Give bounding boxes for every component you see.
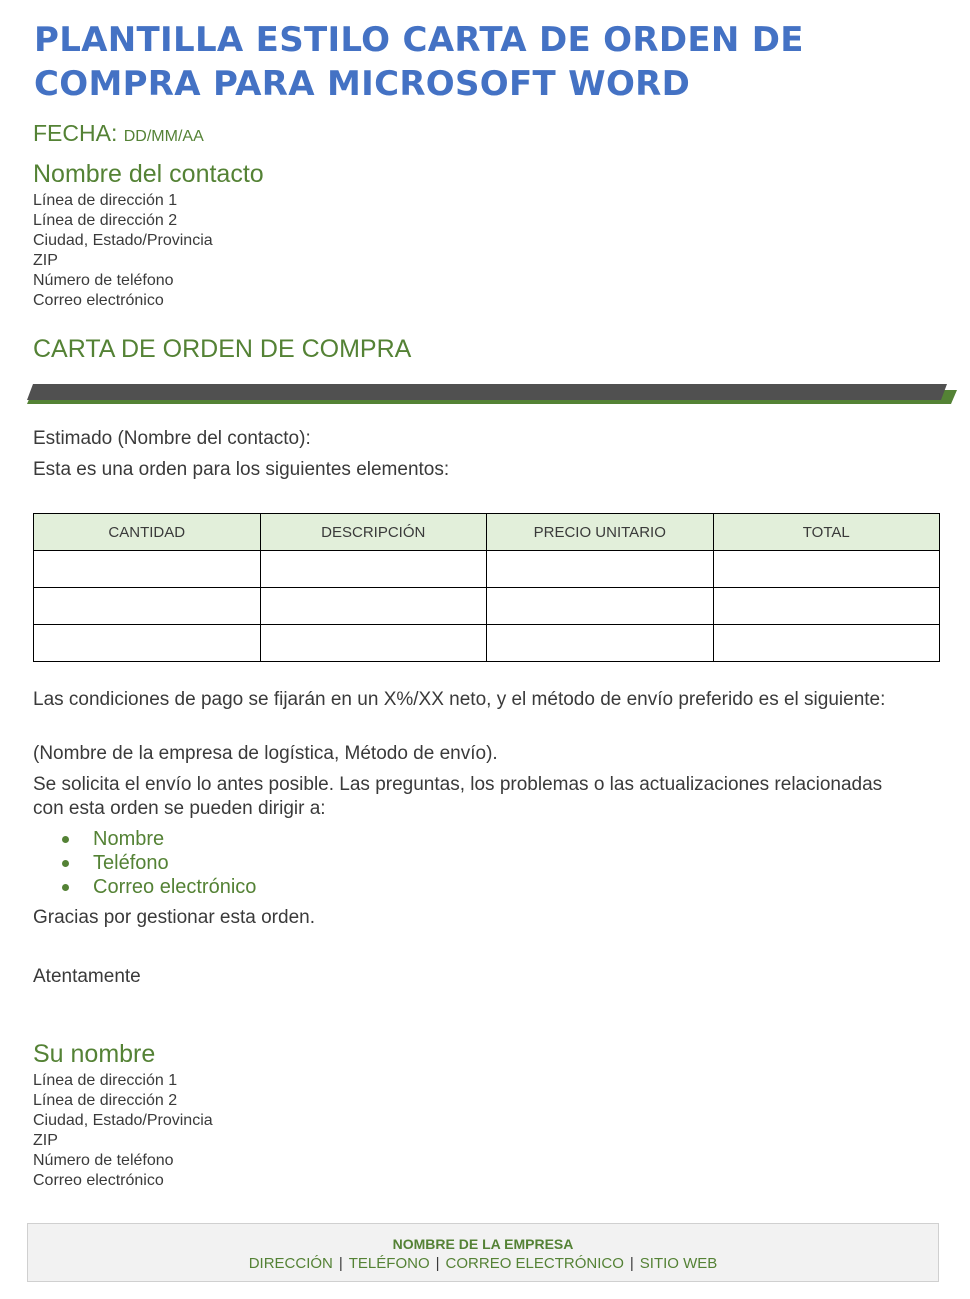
table-cell[interactable] [713, 551, 940, 588]
recipient-address-line: Ciudad, Estado/Provincia [33, 232, 213, 249]
date-value: DD/MM/AA [123, 128, 204, 145]
closing-text: Atentamente [33, 966, 141, 987]
list-item: Nombre [93, 827, 256, 851]
footer-links [28, 1255, 938, 1272]
sender-address-line: Número de teléfono [33, 1152, 174, 1169]
table-cell[interactable] [260, 588, 487, 625]
greeting: Estimado (Nombre del contacto): [33, 428, 311, 449]
footer-address: DIRECCIÓN [248, 1255, 333, 1272]
footer-website: SITIO WEB [639, 1255, 718, 1272]
table-cell[interactable] [34, 588, 261, 625]
footer-separator: | [435, 1255, 440, 1272]
table-row [34, 551, 940, 588]
divider-bar-graphic [27, 384, 957, 408]
sender-address-line: Línea de dirección 2 [33, 1092, 178, 1109]
recipient-address-line: Línea de dirección 1 [33, 192, 178, 209]
sender-address-line: Correo electrónico [33, 1172, 164, 1189]
table-cell[interactable] [487, 588, 714, 625]
sender-address [33, 1071, 213, 1191]
thanks-text: Gracias por gestionar esta orden. [33, 907, 315, 928]
footer-company-name: NOMBRE DE LA EMPRESA [392, 1236, 574, 1252]
sender-address-line: Línea de dirección 1 [33, 1072, 178, 1089]
recipient-name: Nombre del contacto [33, 160, 264, 188]
section-title: CARTA DE ORDEN DE COMPRA [33, 335, 412, 363]
footer-phone: TELÉFONO [348, 1255, 430, 1272]
table-header-cell: PRECIO UNITARIO [487, 514, 714, 551]
decorative-bar [27, 384, 957, 408]
table-cell[interactable] [487, 625, 714, 662]
table-cell[interactable] [34, 625, 261, 662]
date-line [33, 120, 204, 147]
order-table [33, 513, 940, 662]
table-row [34, 588, 940, 625]
table-row [34, 625, 940, 662]
document-title: PLANTILLA ESTILO CARTA DE ORDEN DE COMPRA PARA MICROSOFT WORD [34, 20, 804, 104]
date-label: FECHA: [33, 120, 118, 146]
recipient-address-line: Número de teléfono [33, 272, 174, 289]
table-header-cell: DESCRIPCIÓN [260, 514, 487, 551]
table-cell[interactable] [34, 551, 261, 588]
company-footer [27, 1223, 939, 1282]
footer-email: CORREO ELECTRÓNICO [445, 1255, 624, 1272]
footer-separator: | [629, 1255, 634, 1272]
table-cell[interactable] [260, 551, 487, 588]
sender-address-line: Ciudad, Estado/Provincia [33, 1112, 213, 1129]
table-cell[interactable] [260, 625, 487, 662]
recipient-address-line: Correo electrónico [33, 292, 164, 309]
contact-list [33, 827, 256, 899]
table-cell[interactable] [713, 588, 940, 625]
table-header-cell: TOTAL [713, 514, 940, 551]
shipping-method: (Nombre de la empresa de logística, Método de envío). [33, 743, 498, 764]
recipient-address-line: ZIP [33, 252, 58, 269]
table-header-row [34, 514, 940, 551]
request-text: Se solicita el envío lo antes posible. Las preguntas, los problemas o las actualizaciones relacionadas con esta orden se pueden dirigir a: [33, 774, 883, 819]
table-cell[interactable] [487, 551, 714, 588]
intro-text: Esta es una orden para los siguientes elementos: [33, 459, 450, 480]
table-cell[interactable] [713, 625, 940, 662]
list-item: Teléfono [93, 851, 256, 875]
table-header-cell: CANTIDAD [34, 514, 261, 551]
payment-terms: Las condiciones de pago se fijarán en un X%/XX neto, y el método de envío preferido es el siguiente: [33, 689, 886, 710]
list-item: Correo electrónico [93, 876, 257, 898]
sender-name: Su nombre [33, 1040, 156, 1068]
footer-separator: | [338, 1255, 343, 1272]
recipient-address [33, 191, 213, 311]
sender-address-line: ZIP [33, 1132, 58, 1149]
recipient-address-line: Línea de dirección 2 [33, 212, 178, 229]
